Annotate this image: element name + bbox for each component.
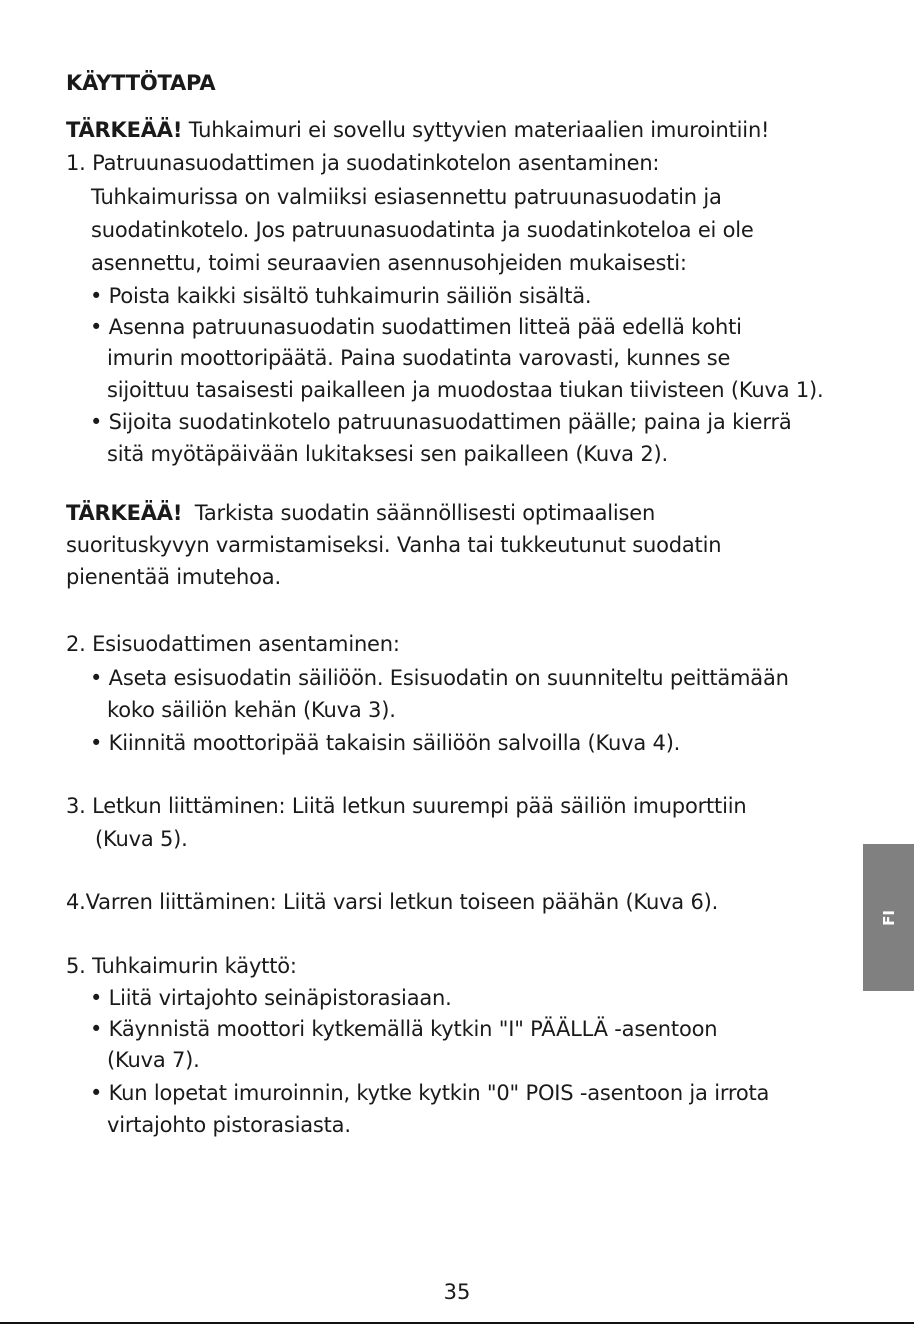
section-1-heading: 1. Patruunasuodattimen ja suodatinkotelon asentaminen: (66, 151, 660, 175)
section-1-intro-line: suodatinkotelo. Jos patruunasuodatinta ja suodatinkoteloa ei ole (91, 218, 754, 242)
section-1-intro-line: asennettu, toimi seuraavien asennusohjeiden mukaisesti: (91, 251, 687, 275)
section-2-bullet-continued: koko säiliön kehän (Kuva 3). (107, 698, 396, 722)
section-1-bullet-continued: sitä myötäpäivään lukitaksesi sen paikalleen (Kuva 2). (107, 442, 668, 466)
important-label: TÄRKEÄÄ! (66, 501, 183, 525)
section-2-bullet: • Aseta esisuodatin säiliöön. Esisuodatin on suunniteltu peittämään (90, 666, 789, 690)
warning-1-text: Tuhkaimuri ei sovellu syttyvien materiaalien imurointiin! (188, 118, 770, 142)
section-3-line: (Kuva 5). (95, 827, 188, 851)
section-1-bullet-continued: imurin moottoripäätä. Paina suodatinta varovasti, kunnes se (107, 346, 731, 370)
section-5-bullet: • Käynnistä moottori kytkemällä kytkin "I" PÄÄLLÄ -asentoon (90, 1017, 718, 1041)
warning-2-line: pienentää imutehoa. (66, 565, 281, 589)
section-5-heading: 5. Tuhkaimurin käyttö: (66, 954, 297, 978)
important-label: TÄRKEÄÄ! (66, 118, 183, 142)
section-5-bullet: • Liitä virtajohto seinäpistorasiaan. (90, 986, 452, 1010)
warning-2-line: suorituskyvyn varmistamiseksi. Vanha tai tukkeutunut suodatin (66, 533, 722, 557)
warning-2 (66, 500, 655, 526)
section-1-bullet: • Asenna patruunasuodatin suodattimen litteä pää edellä kohti (90, 315, 742, 339)
section-4-line: 4.Varren liittäminen: Liitä varsi letkun toiseen päähän (Kuva 6). (66, 890, 719, 914)
page-number: 35 (443, 1280, 471, 1304)
section-1-bullet: • Sijoita suodatinkotelo patruunasuodattimen päälle; paina ja kierrä (90, 410, 792, 434)
language-tab-label: FI (879, 909, 898, 926)
section-2-heading: 2. Esisuodattimen asentaminen: (66, 632, 400, 656)
page-title: KÄYTTÖTAPA (66, 71, 216, 95)
language-side-tab (863, 844, 914, 991)
warning-1 (66, 117, 769, 143)
section-1-intro-line: Tuhkaimurissa on valmiiksi esiasennettu patruunasuodatin ja (91, 185, 722, 209)
section-5-bullet-continued: virtajohto pistorasiasta. (107, 1113, 351, 1137)
section-1-bullet: • Poista kaikki sisältö tuhkaimurin säiliön sisältä. (90, 284, 592, 308)
warning-2-text: Tarkista suodatin säännöllisesti optimaalisen (194, 501, 656, 525)
section-2-bullet: • Kiinnitä moottoripää takaisin säiliöön salvoilla (Kuva 4). (90, 731, 681, 755)
section-1-bullet-continued: sijoittuu tasaisesti paikalleen ja muodostaa tiukan tiivisteen (Kuva 1). (107, 378, 824, 402)
section-3-line: 3. Letkun liittäminen: Liitä letkun suurempi pää säiliön imuporttiin (66, 794, 747, 818)
section-5-bullet-continued: (Kuva 7). (107, 1048, 200, 1072)
section-5-bullet: • Kun lopetat imuroinnin, kytke kytkin "0" POIS -asentoon ja irrota (90, 1081, 770, 1105)
